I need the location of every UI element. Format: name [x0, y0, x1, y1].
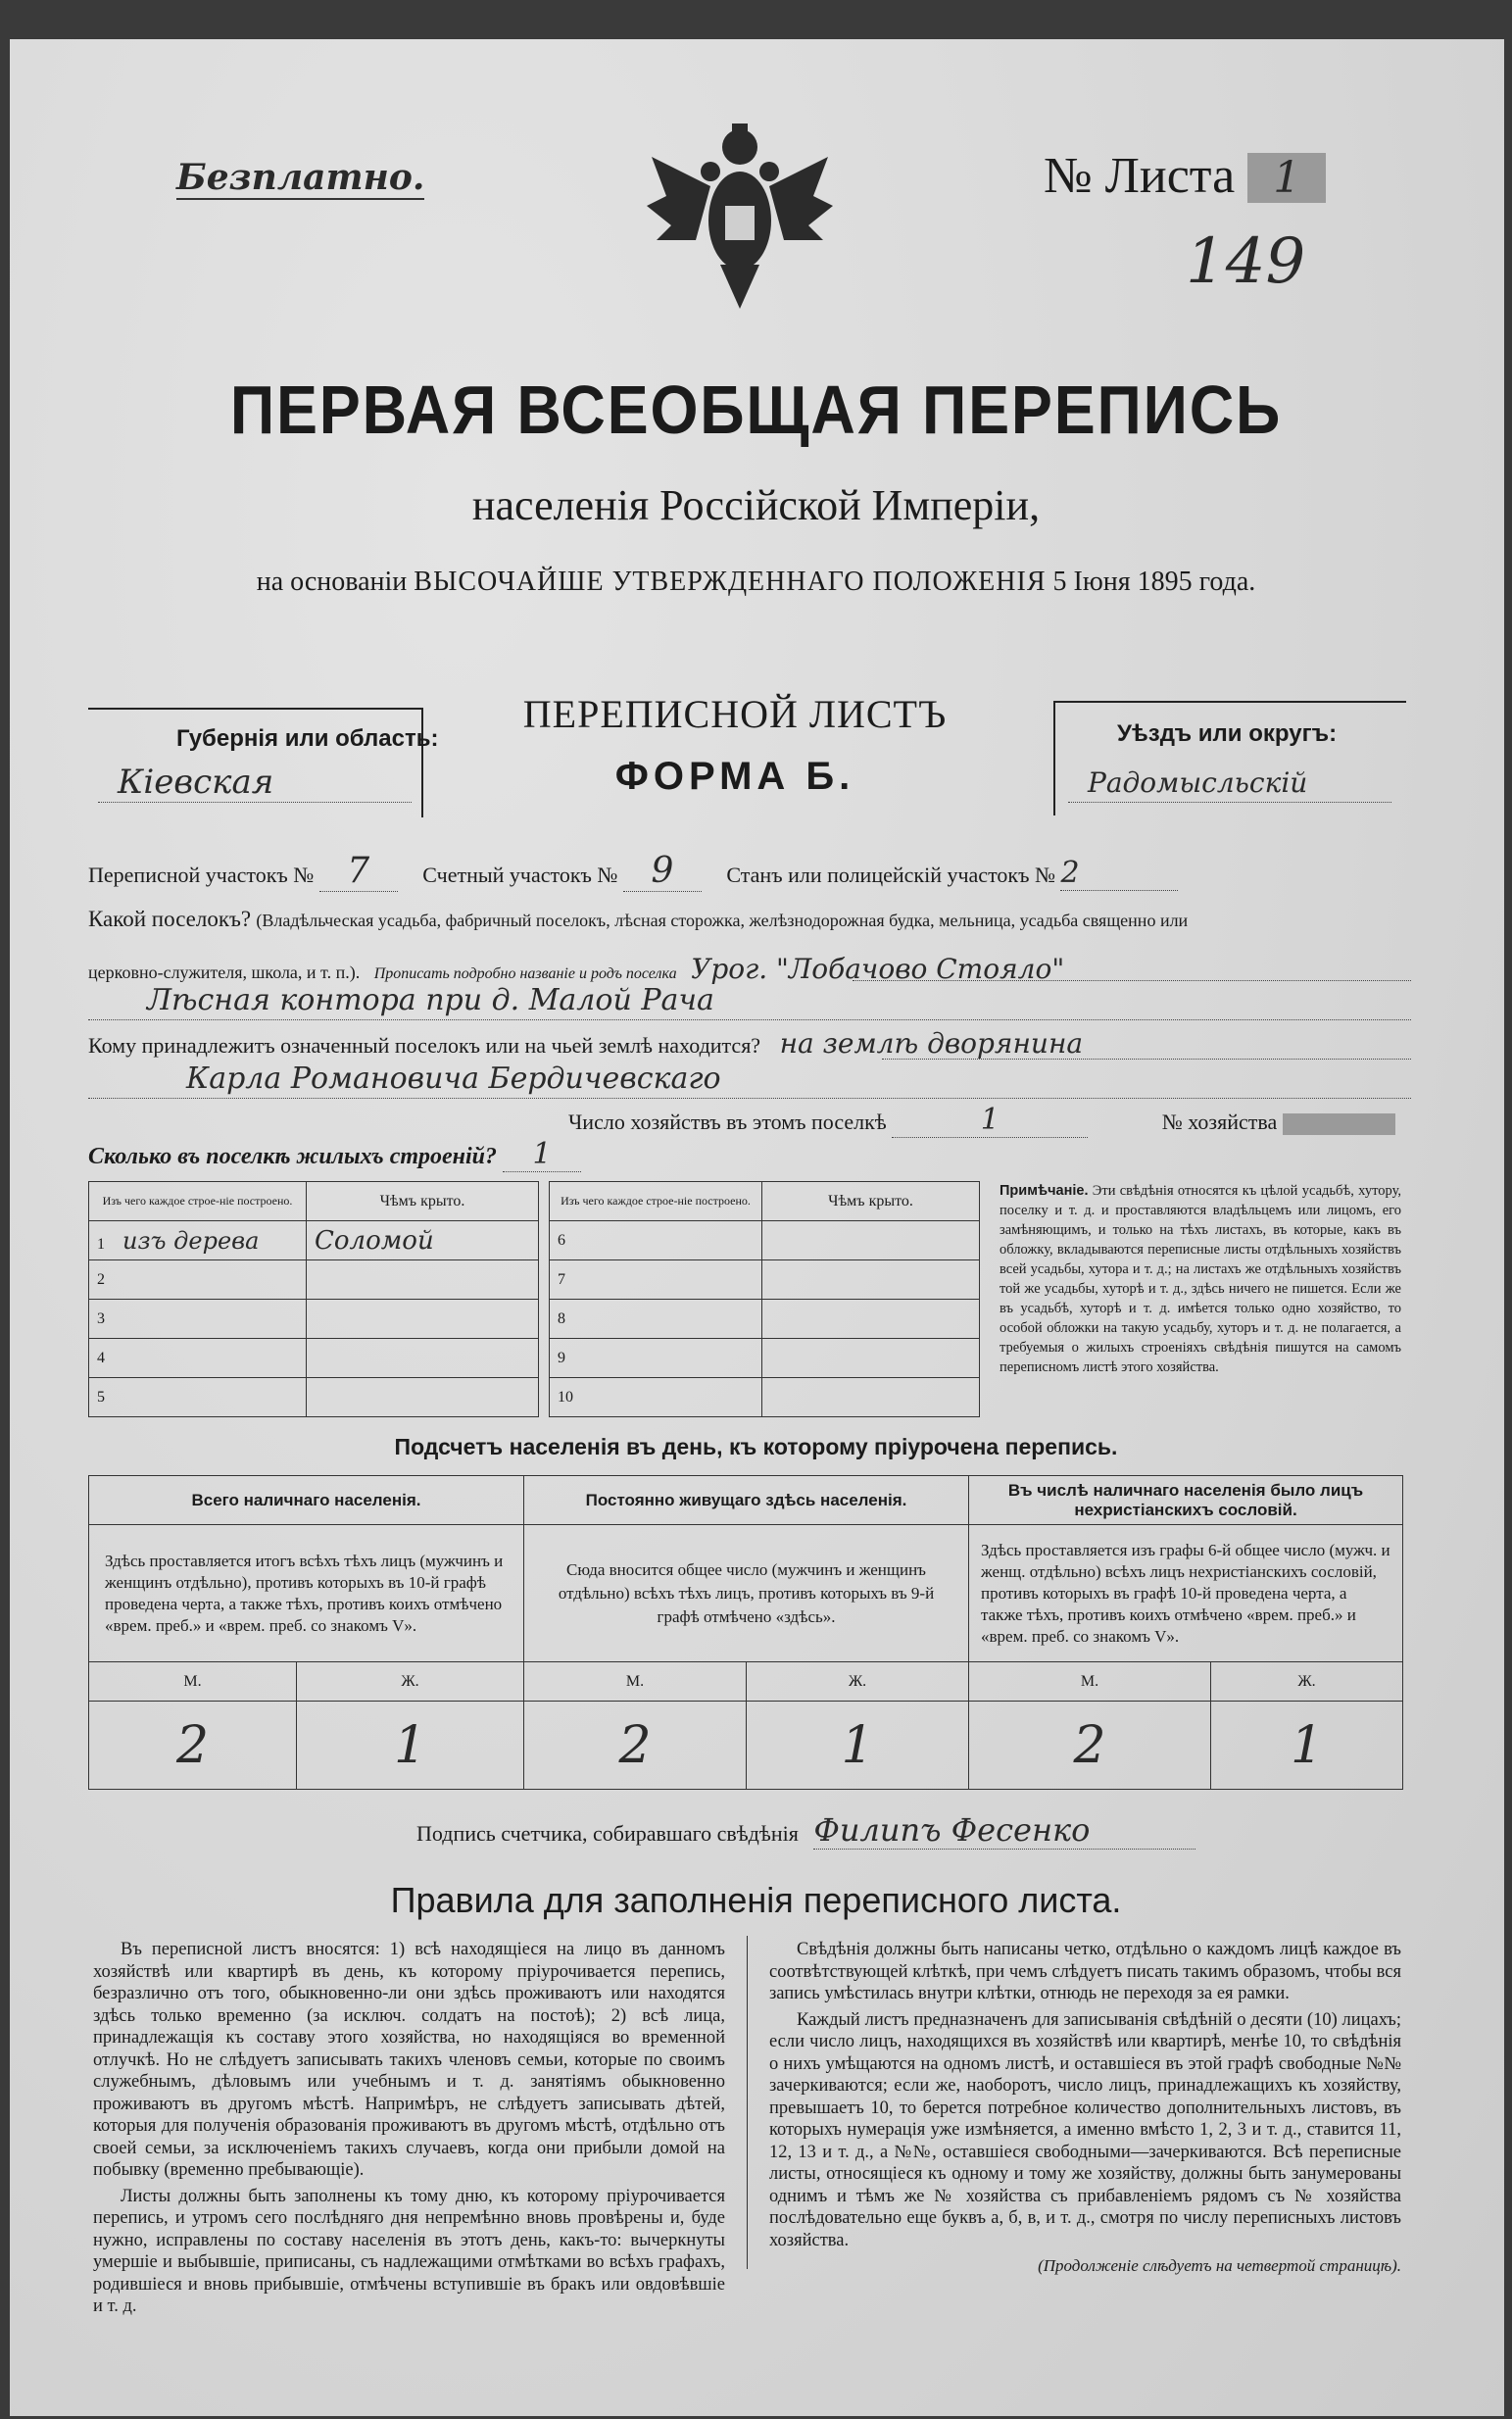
uezd-value: Радомысльскій: [1088, 766, 1308, 799]
sheet-title: ПЕРЕПИСНОЙ ЛИСТЪ: [522, 692, 948, 736]
owner-row: [88, 1027, 1421, 1060]
col-roof-head: Чѣмъ крыто.: [307, 1182, 539, 1221]
zh-label: Ж.: [747, 1662, 969, 1702]
table-row: 10: [550, 1378, 762, 1417]
guberniya-label: Губернія или область:: [176, 725, 439, 752]
stan-label: Станъ или полицейскій участокъ №: [726, 863, 1055, 887]
rules-paragraph: Свѣдѣнія должны быть написаны четко, отдѣльно о каждомъ лицѣ каждое въ соотвѣтствующей клѣткѣ, при чемъ слѣдуетъ писать такимъ образомъ, чтобы вся запись умѣстилась внутри клѣтки, отнюдь не переходя за ея рамки.: [769, 1940, 1401, 2003]
signature-label: Подпись счетчика, собиравшаго свѣдѣнія: [416, 1821, 799, 1846]
count-value: 1: [1211, 1702, 1403, 1790]
double-headed-eagle-emblem: [642, 118, 838, 314]
note: [1000, 1181, 1401, 1377]
stan-value: 2: [1060, 856, 1178, 891]
buildings-row: [88, 1137, 581, 1172]
rules-paragraph: Въ переписной листъ вносятся: 1) всѣ находящіеся на лицо въ данномъ хозяйствѣ или квартирѣ въ день, къ которому пріурочивается перепись, безразлично отъ того, обыкновенно-ли они здѣсь проживаютъ или находятся здѣсь только временно (за исключ. солдатъ на постоѣ); 2) всѣ лица, принадлежащія къ составу этого хозяйства, но находящіяся во временной отлучкѣ. Но не слѣдуетъ записывать такихъ членовъ семьи, которые по своимъ служебнымъ, дѣловымъ или учебнымъ и т. д. занятіямъ обыкновенно проживаютъ въ другомъ мѣстѣ. Напримѣръ, не слѣдуетъ записывать дѣтей, которыя для полученія образованія проживаютъ въ другомъ мѣстѣ, отдѣльно отъ своей семьи, за исключеніемъ такихъ случаевъ, когда они прибыли домой на побывку (временно пребывающіе).: [93, 1940, 725, 2180]
table-row: 5: [89, 1378, 307, 1417]
households-row: [568, 1103, 1421, 1138]
basis-pre: на основаніи: [256, 567, 415, 597]
rules-paragraph: Листы должны быть заполнены къ тому дню, къ которому пріурочивается перепись, и утромъ сего послѣдняго дня непремѣнно вновь провѣрены и, буде нужно, исправлены по составу населенія въ этотъ день, какъ-то: вычеркнуты умершіе и выбывшіе, приписаны, съ надлежащими отмѣтками во всѣхъ графахъ, родившіеся и вновь прибывшіе, отмѣчены вступившіе въ бракъ или овдовѣвшіе и т. д.: [93, 2186, 725, 2316]
count-value: 2: [89, 1702, 297, 1790]
basis-post: 5 Іюня 1895 года.: [1046, 567, 1256, 597]
table-row: 2: [89, 1260, 307, 1300]
note-label: Примѣчаніе.: [1000, 1183, 1089, 1199]
buildings-table-left: [88, 1181, 539, 1417]
population-count-table: [88, 1475, 1403, 1790]
signature-row: [416, 1811, 1195, 1850]
sheet-number: [1044, 147, 1326, 205]
households-label: Число хозяйствъ въ этомъ поселкѣ: [568, 1110, 887, 1134]
owner-value-2: Карла Романовича Бердичевскаго: [186, 1061, 721, 1096]
rules-left-column: [93, 1939, 725, 2322]
col-material-head-right: Изъ чего каждое строе-ніе построено.: [550, 1182, 762, 1221]
poselok-line-1: [853, 980, 1411, 981]
census-title: ПЕРВАЯ ВСЕОБЩАЯ ПЕРЕПИСЬ: [229, 371, 1283, 448]
rules-title: Правила для заполненія переписного листа.: [390, 1880, 1122, 1920]
uchastok-value: 7: [319, 851, 398, 892]
col-roof-head-right: Чѣмъ крыто.: [762, 1182, 980, 1221]
guberniya-value: Кіевская: [118, 763, 274, 802]
m-label: М.: [969, 1662, 1211, 1702]
census-subtitle: населенія Россійской Имперіи,: [471, 481, 1041, 529]
table-row: 4: [89, 1339, 307, 1378]
table-row: 9: [550, 1339, 762, 1378]
col-present-text: Здѣсь проставляется итогъ всѣхъ тѣхъ лицъ (мужчинъ и женщинъ отдѣльно), противъ которыхъ въ 10-й графѣ проведена черта, а также тѣхъ, противъ коихъ отмѣчено «врем. преб.» и «врем. преб. со знакомъ V».: [89, 1525, 524, 1662]
signature-value: Филипъ Фесенко: [813, 1811, 1195, 1850]
rules-divider: [747, 1936, 748, 2269]
poselok-hint2: церковно-служителя, школа, и т. п.).: [88, 963, 361, 982]
count-value: 2: [524, 1702, 747, 1790]
note-text: Эти свѣдѣнія относятся къ цѣлой усадьбѣ, хутору, поселку и т. д. и проставляются владѣльцемъ или лицомъ, его замѣняющимъ, и только на тѣхъ листахъ, въ которые, какъ въ обложку, вкладываются переписные листы отдѣльныхъ хозяйствъ всей усадьбы, хутора и т. д.; на листахъ же отдѣльныхъ хозяйствъ той же усадьбы, хуторѣ и т. д., здѣсь ничего не пишется. Если же въ усадьбѣ, хуторѣ и т. д. имѣется только одно хозяйство, то особой обложки на такую усадьбу, хуторъ и т. д. не полагается, а требуемыя о жилыхъ строеніяхъ свѣдѣнія пишутся на самомъ переписномъ листѣ этого хозяйства.: [1000, 1183, 1401, 1375]
owner-line-2: [88, 1098, 1411, 1099]
uchastok-row: [88, 851, 1421, 892]
table-row: 7: [550, 1260, 762, 1300]
guberniya-line: [98, 802, 412, 803]
free-stamp: Безплатно.: [176, 157, 425, 198]
roof-cell: Соломой: [307, 1221, 539, 1260]
table-row: 8: [550, 1300, 762, 1339]
m-label: М.: [524, 1662, 747, 1702]
census-basis: [0, 567, 1512, 598]
poselok-label: Какой поселокъ?: [88, 907, 252, 931]
rules-right-column: [769, 1939, 1401, 2278]
zh-label: Ж.: [297, 1662, 524, 1702]
sheet-form: ФОРМА Б.: [614, 755, 855, 798]
rules-continued: (Продолженіе слѣдуетъ на четвертой страницѣ).: [1038, 2256, 1401, 2275]
m-label: М.: [89, 1662, 297, 1702]
col-permanent-head: Постоянно живущаго здѣсь населенія.: [524, 1476, 969, 1525]
poselok-hint3: Прописать подробно названіе и родъ поселка: [373, 965, 677, 982]
sheet-number-value: 1: [1247, 153, 1326, 203]
basis-caps: ВЫСОЧАЙШЕ УТВЕРЖДЕННАГО ПОЛОЖЕНІЯ: [414, 567, 1047, 597]
owner-label: Кому принадлежитъ означенный поселокъ или на чьей землѣ находится?: [88, 1033, 761, 1058]
count-heading: Подсчетъ населенія въ день, къ которому пріурочена перепись.: [394, 1434, 1118, 1459]
count-value: 1: [747, 1702, 969, 1790]
col-nonchristian-head: Въ числѣ наличнаго населенія было лицъ нехристіанскихъ сословій.: [969, 1476, 1403, 1525]
household-no-label: № хозяйства: [1161, 1110, 1278, 1134]
uezd-line: [1068, 802, 1391, 803]
uezd-label: Уѣздъ или округъ:: [1117, 720, 1338, 747]
table-row: 3: [89, 1300, 307, 1339]
poselok-hint: (Владѣльческая усадьба, фабричный поселокъ, лѣсная сторожка, желѣзнодорожная будка, мельница, усадьба священно или: [256, 911, 1189, 930]
uchastok-label: Переписной участокъ №: [88, 863, 315, 887]
col-permanent-text: Сюда вносится общее число (мужчинъ и женщинъ отдѣльно) всѣхъ тѣхъ лицъ, противъ которыхъ въ 9-й графѣ отмѣчено «здѣсь».: [524, 1525, 969, 1662]
buildings-table-right: [549, 1181, 980, 1417]
zh-label: Ж.: [1211, 1662, 1403, 1702]
col-present-head: Всего наличнаго населенія.: [89, 1476, 524, 1525]
table-row: 6: [550, 1221, 762, 1260]
schetny-value: 9: [623, 851, 702, 892]
col-nonchristian-text: Здѣсь проставляется изъ графы 6-й общее число (мужч. и женщ. отдѣльно) всѣхъ лицъ нехристіанскихъ сословій, противъ которыхъ въ графѣ 10-й проведена черта, а также тѣхъ, противъ коихъ отмѣчено «врем. преб.» и «врем. преб. со знакомъ V».: [969, 1525, 1403, 1662]
col-material-head: Изъ чего каждое строе-ніе построено.: [89, 1182, 307, 1221]
poselok-value-1: Урог. "Лобачово Стояло": [691, 953, 1065, 985]
household-no-value: [1283, 1113, 1395, 1135]
table-row: 1 изъ дерева: [89, 1221, 307, 1260]
poselok-row: [88, 907, 1411, 932]
buildings-label: Сколько въ поселкѣ жилыхъ строеній?: [88, 1144, 497, 1169]
households-value: 1: [892, 1103, 1088, 1138]
count-value: 2: [969, 1702, 1211, 1790]
archive-number: 149: [1186, 225, 1306, 298]
poselok-line-2: [88, 1019, 1411, 1020]
buildings-value: 1: [503, 1137, 581, 1172]
rules-paragraph: Каждый листъ предназначенъ для записыванія свѣдѣній о десяти (10) лицахъ; если число лицъ, находящихся въ хозяйствѣ или квартирѣ, менѣе 10, то свѣдѣнія о нихъ умѣщаются на одномъ листѣ, и оставшіеся въ этой графѣ свободные №№ зачеркиваются; если же, наоборотъ, число лицъ, принадлежащихъ къ хозяйству, превышаетъ 10, то берется потребное количество дополнительныхъ листовъ, въ которыхъ нумерація уже измѣняется, а именно вмѣсто 1, 2, 3 и т. д., ставится 11, 12, 13 и т. д., а №№, оставшіеся свободными—зачеркиваются. Всѣ переписные листы, относящіеся къ одному и тому же хозяйству, должны быть занумерованы однимъ и тѣмъ же № хозяйства съ прибавленіемъ рядомъ съ № хозяйства послѣдовательно еще буквъ а, б, в, и т. д., смотря по числу переписныхъ листовъ хозяйства.: [769, 2009, 1401, 2250]
count-value: 1: [297, 1702, 524, 1790]
owner-value-1: на землѣ дворянина: [779, 1027, 1084, 1060]
owner-line-1: [882, 1059, 1411, 1060]
schetny-label: Счетный участокъ №: [422, 863, 618, 887]
sheet-number-label: № Листа: [1044, 148, 1236, 204]
poselok-value-2: Лѣсная контора при д. Малой Рача: [147, 983, 714, 1017]
